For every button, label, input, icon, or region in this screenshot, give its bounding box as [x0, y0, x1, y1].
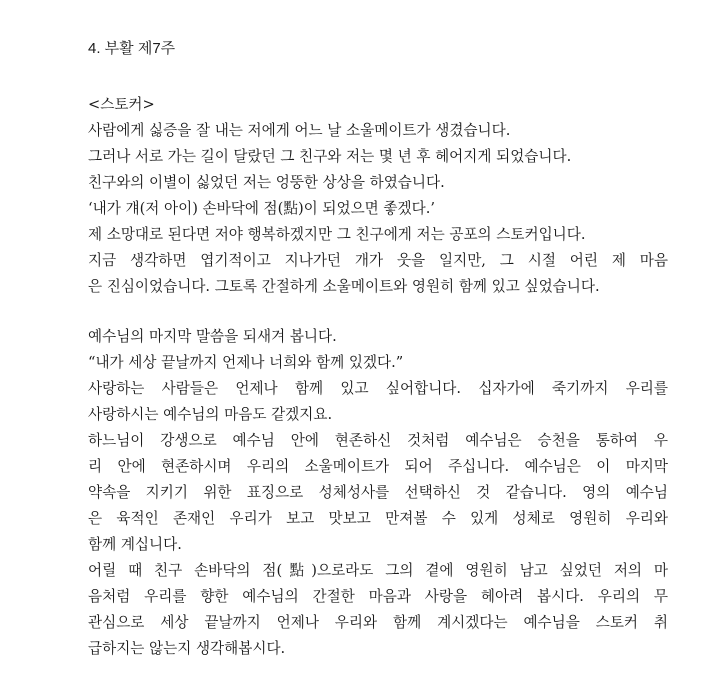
- paragraph-line: 제 소망대로 된다면 저야 행복하겠지만 그 친구에게 저는 공포의 스토커입니다.: [88, 226, 586, 243]
- paragraph-line: 약속을 지키기 위한 표징으로 성체성사를 선택하신 것 같습니다. 영의 예수님: [88, 484, 668, 501]
- paragraph-line: 음처럼 우리를 향한 예수님의 간절한 마음과 사랑을 헤아려 봅시다. 우리의 무: [88, 588, 668, 605]
- paragraph-line: 리 안에 현존하시며 우리의 소울메이트가 되어 주십니다. 예수님은 이 마지막: [88, 458, 668, 475]
- paragraph-line: 하느님이 강생으로 예수님 안에 현존하신 것처럼 예수님은 승천을 통하여 우: [88, 432, 668, 449]
- section-reflection: [88, 324, 668, 662]
- paragraph-line: 관심으로 세상 끝날까지 언제나 우리와 함께 계시겠다는 예수님을 스토커 취: [88, 614, 668, 631]
- paragraph-line: 은 진심이었습니다. 그토록 간절하게 소울메이트와 영원히 함께 있고 싶었습니다.: [88, 278, 600, 295]
- document-page: [88, 36, 668, 662]
- paragraph-line: 지금 생각하면 엽기적이고 지나가던 개가 웃을 일지만, 그 시절 어린 제 마음: [88, 252, 668, 269]
- document-title: 4. 부활 제7주: [88, 40, 176, 57]
- paragraph-line: ‘내가 걔(저 아이) 손바닥에 점(點)이 되었으면 좋겠다.’: [88, 200, 435, 217]
- paragraph-line: 함께 계십니다.: [88, 536, 182, 553]
- paragraph-line: 어릴 때 친구 손바닥의 점(點)으로라도 그의 곁에 영원히 남고 싶었던 저의 마: [88, 562, 668, 579]
- paragraph-line: 사랑하시는 예수님의 마음도 같겠지요.: [88, 406, 333, 423]
- paragraph-line: 예수님의 마지막 말씀을 되새겨 봅니다.: [88, 328, 337, 345]
- paragraph-line: 친구와의 이별이 싫었던 저는 엉뚱한 상상을 하였습니다.: [88, 174, 445, 191]
- spacer: [88, 300, 668, 324]
- paragraph-line: 은 육적인 존재인 우리가 보고 맛보고 만져볼 수 있게 성체로 영원히 우리와: [88, 510, 668, 527]
- spacer: [88, 62, 668, 92]
- paragraph-line: 급하지는 않는지 생각해봅시다.: [88, 640, 286, 657]
- paragraph-line: 사랑하는 사람들은 언제나 함께 있고 싶어합니다. 십자가에 죽기까지 우리를: [88, 380, 668, 397]
- section-heading: <스토커>: [88, 96, 155, 113]
- paragraph-line: 그러나 서로 가는 길이 달랐던 그 친구와 저는 몇 년 후 헤어지게 되었습니다.: [88, 148, 572, 165]
- paragraph-line: 사람에게 싫증을 잘 내는 저에게 어느 날 소울메이트가 생겼습니다.: [88, 122, 511, 139]
- section-stalker: [88, 92, 668, 300]
- quote-line: “내가 세상 끝날까지 언제나 너희와 함께 있겠다.”: [88, 354, 404, 371]
